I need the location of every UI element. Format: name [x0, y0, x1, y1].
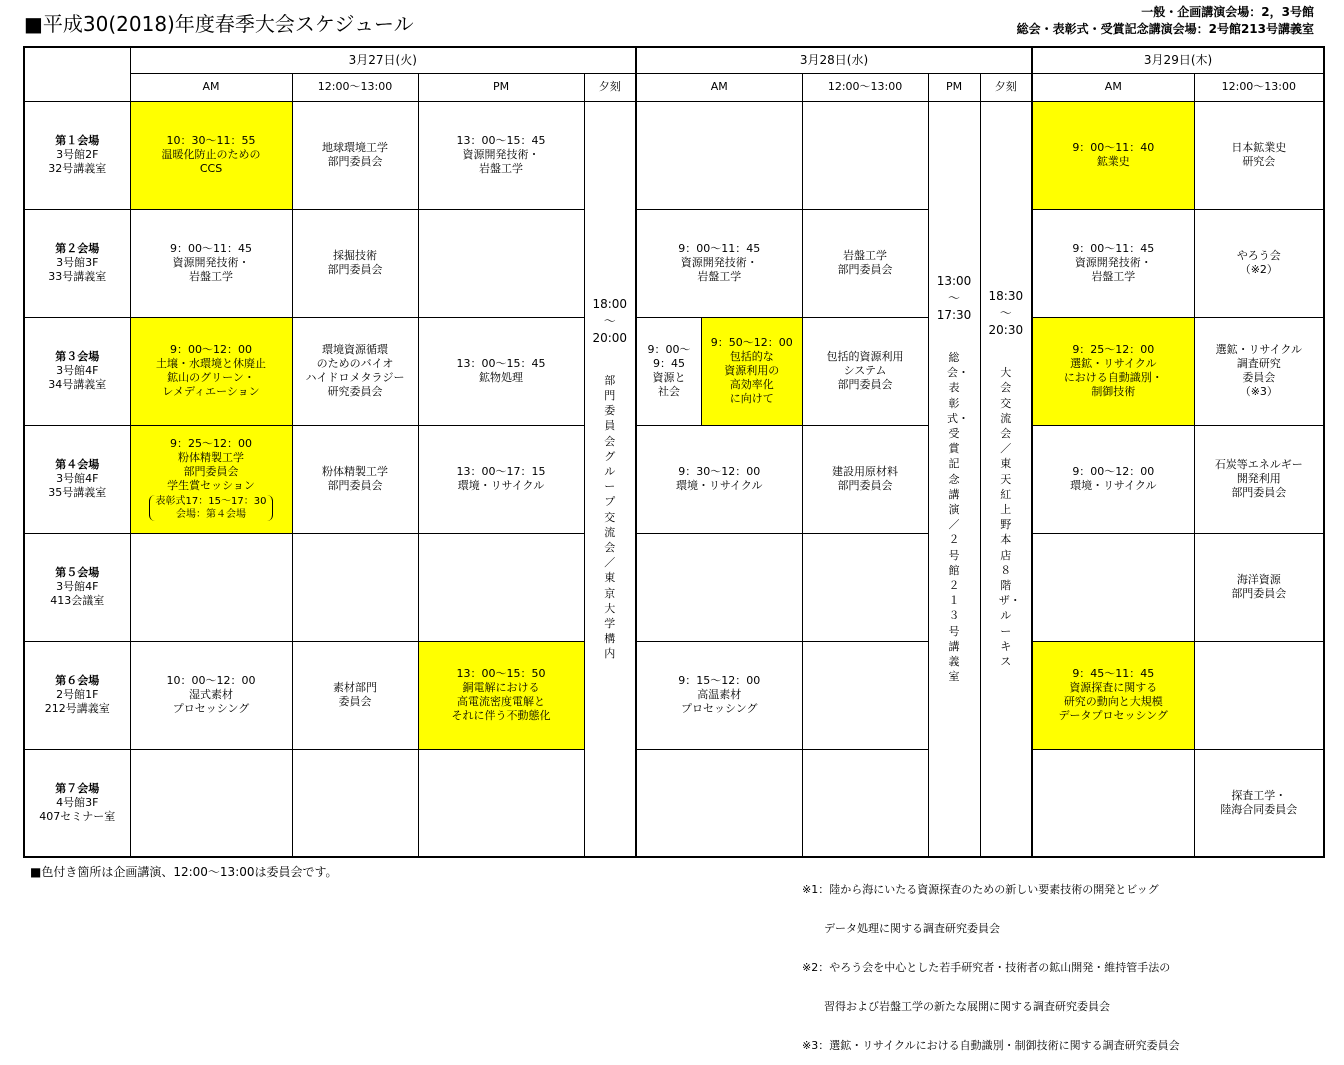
venue-room: 34号講義室	[48, 378, 107, 391]
footnote-line: ※3：選鉱・リサイクルにおける自動識別・制御技術に関する調査研究委員会	[802, 1039, 1180, 1052]
venue-cell	[24, 317, 130, 425]
venue-building: 3号館3F	[56, 256, 99, 269]
table-row	[24, 101, 1324, 209]
committee-cell: 岩盤工学 部門委員会	[802, 209, 928, 317]
slot-header-d3-am: AM	[1032, 73, 1194, 101]
venue-cell	[24, 209, 130, 317]
session-cell	[418, 209, 584, 317]
venue-room: 407セミナー室	[39, 809, 116, 823]
venue-cell	[24, 533, 130, 641]
committee-cell	[802, 101, 928, 209]
session-cell: 9：00〜11：45 資源開発技術・ 岩盤工学	[636, 209, 802, 317]
committee-cell: 建設用原材料 部門委員会	[802, 425, 928, 533]
table-row	[24, 425, 1324, 533]
session-cell	[130, 749, 292, 857]
session-cell	[1032, 533, 1194, 641]
venue-building: 4号館3F	[56, 795, 99, 809]
session-cell: 9：00〜11：40 鉱業史	[1032, 101, 1194, 209]
committee-cell	[292, 533, 418, 641]
venue-building: 2号館1F	[56, 688, 99, 701]
slot-header-d1-evening: 夕刻	[584, 73, 636, 101]
session-cell: 10：00〜12：00 湿式素材 プロセッシング	[130, 641, 292, 749]
footnotes	[802, 857, 1322, 1065]
legend-note: ■色付き箇所は企画講演、12:00〜13:00は委員会です。	[30, 865, 338, 879]
page-title: ■平成30(2018)年度春季大会スケジュール	[24, 12, 414, 36]
venue-info	[1017, 4, 1314, 38]
committee-cell	[802, 533, 928, 641]
committee-cell: 環境資源循環 のためのバイオ ハイドロメタラジー 研究委員会	[292, 317, 418, 425]
d1-evening-exchange	[584, 101, 636, 857]
corner-cell	[24, 47, 130, 101]
venue-name: 第３会場	[55, 350, 100, 363]
venue-room: 33号講義室	[48, 270, 107, 283]
venue-building: 3号館2F	[56, 148, 99, 161]
committee-cell: 地球環境工学 部門委員会	[292, 101, 418, 209]
venue-info-ceremony: 総会・表彰式・受賞記念講演会場：2号館213号講義室	[1016, 22, 1314, 36]
session-cell	[636, 533, 802, 641]
session-cell	[418, 749, 584, 857]
committee-cell: 探査工学・ 陸海合同委員会	[1194, 749, 1324, 857]
slot-header-d2-noon: 12:00〜13:00	[802, 73, 928, 101]
venue-name: 第７会場	[55, 781, 100, 795]
session-cell: 13：00〜15：45 鉱物処理	[418, 317, 584, 425]
d2-pm-time: 13:00 〜 17:30	[936, 274, 972, 323]
committee-cell: 粉体精製工学 部門委員会	[292, 425, 418, 533]
session-cell: 9：00〜12：00 環境・リサイクル	[1032, 425, 1194, 533]
slot-header-d3-noon: 12:00〜13:00	[1194, 73, 1324, 101]
session-cell: 9：25〜12：00 選鉱・リサイクル における自動識別・ 制御技術	[1032, 317, 1194, 425]
slot-header-d2-am: AM	[636, 73, 802, 101]
table-row	[24, 533, 1324, 641]
footnote-line: ※2：やろう会を中心とした若手研究者・技術者の鉱山開発・維持管手法の	[802, 961, 1171, 974]
venue-name: 第２会場	[55, 242, 100, 255]
session-text: 9：25〜12：00 粉体精製工学 部門委員会 学生賞セッション	[167, 437, 255, 492]
committee-cell: 石炭等エネルギー 開発利用 部門委員会	[1194, 425, 1324, 533]
session-cell	[418, 533, 584, 641]
venue-name: 第６会場	[55, 674, 100, 687]
venue-name: 第５会場	[55, 566, 100, 579]
table-row	[24, 317, 1324, 425]
committee-cell: 包括的資源利用 システム 部門委員会	[802, 317, 928, 425]
session-cell: 9：30〜12：00 環境・リサイクル	[636, 425, 802, 533]
slot-header-d2-pm: PM	[928, 73, 980, 101]
venue-building: 3号館4F	[56, 580, 99, 593]
session-cell: 9：45〜11：45 資源探査に関する 研究の動向と大規模 データプロセッシング	[1032, 641, 1194, 749]
split-session	[637, 318, 802, 425]
committee-cell: 素材部門 委員会	[292, 641, 418, 749]
d2-evening-text: 大会交流会／東天紅 上野本店 ８階 ザ・ルーキス	[998, 366, 1023, 669]
committee-cell: 日本鉱業史 研究会	[1194, 101, 1324, 209]
slot-header-d1-am: AM	[130, 73, 292, 101]
session-cell	[130, 533, 292, 641]
session-cell: 9：00〜11：45 資源開発技術・ 岩盤工学	[130, 209, 292, 317]
session-cell	[130, 425, 292, 533]
footnote-line: データ処理に関する調査研究委員会	[802, 922, 1000, 935]
committee-cell	[1194, 641, 1324, 749]
session-cell	[636, 101, 802, 209]
d2-evening-time: 18:30 〜 20:30	[988, 289, 1024, 338]
d2-pm-text: 総会・表彰式・受賞記念講演／２号館２１３号講義室	[947, 351, 970, 684]
venue-building: 3号館4F	[56, 472, 99, 485]
session-cell: 9：00〜11：45 資源開発技術・ 岩盤工学	[1032, 209, 1194, 317]
committee-cell: 海洋資源 部門委員会	[1194, 533, 1324, 641]
session-cell: 9：15〜12：00 高温素材 プロセッシング	[636, 641, 802, 749]
table-row	[24, 749, 1324, 857]
slot-header-d1-pm: PM	[418, 73, 584, 101]
footnote-line: ※1：陸から海にいたる資源探査のための新しい要素技術の開発とビッグ	[802, 883, 1159, 896]
venue-room: 212号講義室	[44, 702, 110, 715]
venue-name: 第４会場	[55, 458, 100, 471]
d2-evening-reception	[980, 101, 1032, 857]
session-cell: 13：00〜15：50 銅電解における 高電流密度電解と それに伴う不動態化	[418, 641, 584, 749]
venue-building: 3号館4F	[56, 364, 99, 377]
day-header-0327: 3月27日(火)	[130, 47, 636, 73]
footnote-line: 習得および岩盤工学の新たな展開に関する調査研究委員会	[802, 1000, 1110, 1013]
committee-cell: 採掘技術 部門委員会	[292, 209, 418, 317]
d2-general-meeting	[928, 101, 980, 857]
committee-cell: やろう会 （※2）	[1194, 209, 1324, 317]
session-cell: 10：30〜11：55 温暖化防止のための CCS	[130, 101, 292, 209]
venue-room: 35号講義室	[48, 486, 107, 499]
session-cell: 9：00〜 9：45 資源と 社会	[647, 343, 691, 398]
slot-header-d1-noon: 12:00〜13:00	[292, 73, 418, 101]
schedule-table	[23, 46, 1325, 858]
session-cell: 13：00〜17：15 環境・リサイクル	[418, 425, 584, 533]
venue-cell	[24, 641, 130, 749]
award-note: 表彰式17：15〜17：30 会場：第４会場	[149, 495, 274, 521]
table-row	[24, 641, 1324, 749]
session-cell: 9：00〜12：00 土壌・水環境と休廃止 鉱山のグリーン・ レメディエーション	[130, 317, 292, 425]
venue-room: 413会議室	[50, 594, 105, 607]
venue-info-general: 一般・企画講演会場：2，3号館	[1141, 5, 1314, 19]
venue-name: 第１会場	[55, 134, 100, 147]
d1-evening-time: 18:00 〜 20:00	[592, 296, 628, 345]
venue-cell	[24, 749, 130, 857]
day-header-0329: 3月29日(木)	[1032, 47, 1324, 73]
session-cell: 13：00〜15：45 資源開発技術・ 岩盤工学	[418, 101, 584, 209]
venue-cell	[24, 101, 130, 209]
day-header-0328: 3月28日(水)	[636, 47, 1032, 73]
venue-cell	[24, 425, 130, 533]
slot-header-d2-evening: 夕刻	[980, 73, 1032, 101]
session-cell	[1032, 749, 1194, 857]
session-cell: 9：50〜12：00 包括的な 資源利用の 高効率化 に向けて	[702, 318, 802, 425]
committee-cell	[802, 641, 928, 749]
venue-room: 32号講義室	[48, 162, 107, 175]
split-session-cell	[636, 317, 802, 425]
session-cell	[636, 749, 802, 857]
d1-evening-text: 部門委員会グループ交流会／東京大学構内	[604, 373, 616, 661]
committee-cell: 選鉱・リサイクル 調査研究 委員会 （※3）	[1194, 317, 1324, 425]
committee-cell	[292, 749, 418, 857]
table-row	[24, 209, 1324, 317]
committee-cell	[802, 749, 928, 857]
